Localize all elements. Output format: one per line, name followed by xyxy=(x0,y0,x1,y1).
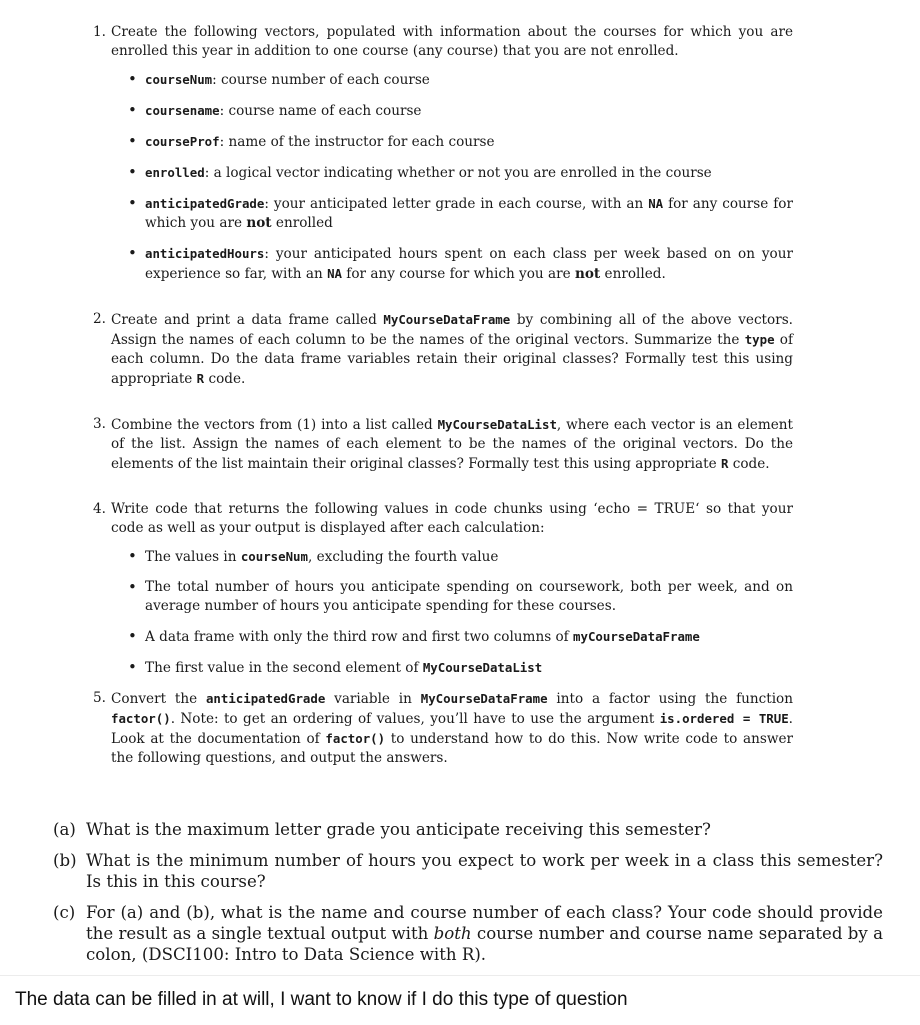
item-text: The first value in the second element of xyxy=(145,660,423,676)
text-run: code. xyxy=(728,456,770,472)
user-comment-bar xyxy=(0,975,920,1025)
text-run: . Note: to get an ordering of values, you’ll have to use the argument xyxy=(170,711,660,727)
list-item xyxy=(145,658,793,678)
code-term: R xyxy=(196,371,205,386)
vector-list xyxy=(111,70,793,284)
question-number: 4. xyxy=(93,501,106,517)
sub-question-text xyxy=(86,902,883,965)
item-text: : course number of each course xyxy=(212,72,430,88)
user-comment-text: The data can be filled in at will, I want to know if I do this type of question xyxy=(15,989,628,1010)
list-item xyxy=(145,132,793,152)
question-4 xyxy=(93,500,793,678)
text-run: to understand how to do this. Now write code to answer the following questions, and output the answers. xyxy=(111,731,793,766)
item-text: for any course for which you are xyxy=(341,266,575,282)
question-number: 3. xyxy=(93,416,106,432)
value-list xyxy=(111,547,793,678)
text-run: of each column. Do the data frame variables retain their original classes? Formally test this using appropriate xyxy=(111,332,793,387)
code-term: MyCourseDataFrame xyxy=(383,312,511,327)
question-text xyxy=(111,310,793,389)
text-run: by combining all of the above vectors. Assign the names of each column to be the names of the original vectors. Summarize the xyxy=(111,312,793,348)
code-term: factor() xyxy=(111,711,171,726)
code-term: NA xyxy=(648,196,664,211)
question-text xyxy=(111,689,793,768)
list-item xyxy=(145,101,793,121)
sub-question-c xyxy=(53,902,883,965)
list-item xyxy=(145,244,793,284)
text-run: Create and print a data frame called xyxy=(111,312,384,328)
code-term: myCourseDataFrame xyxy=(573,629,700,644)
list-item xyxy=(145,627,793,647)
question-number: 2. xyxy=(93,311,106,327)
question-5 xyxy=(93,689,793,768)
item-text: : name of the instructor for each course xyxy=(219,134,495,150)
code-term: courseProf xyxy=(145,134,220,149)
code-term: NA xyxy=(327,266,342,281)
code-term: anticipatedGrade xyxy=(145,196,265,211)
code-term: is.ordered = TRUE xyxy=(659,711,789,726)
code-term: enrolled xyxy=(145,165,205,180)
item-text: The total number of hours you anticipate spending on coursework, both per week, and on average number of hours you anticipate spending for these courses. xyxy=(145,579,793,614)
sub-question-a xyxy=(53,819,883,840)
list-item xyxy=(145,194,793,233)
text-run: course number and course name separated by a colon, (DSCI100: Intro to Data Science with R). xyxy=(86,924,883,964)
sub-question-text: What is the minimum number of hours you expect to work per week in a class this semester? Is this in this course? xyxy=(86,851,883,891)
emphasis: not xyxy=(574,266,601,282)
code-term: coursename xyxy=(145,103,220,118)
code-term: MyCourseDataList xyxy=(422,660,543,675)
text-run: , where each vector is an element of the list. Assign the names of each element to be the names of the original vectors. Do the elements of the list maintain their original classes? Formally test this using appropriate xyxy=(111,417,793,472)
item-text: The values in xyxy=(145,549,241,565)
sub-question-list xyxy=(53,819,883,965)
question-2 xyxy=(93,310,793,389)
sub-question-label: (c) xyxy=(53,903,76,922)
code-term: MyCourseDataList xyxy=(437,417,557,432)
code-term: anticipatedHours xyxy=(145,246,265,261)
list-item xyxy=(145,578,793,616)
text-run: variable in xyxy=(325,691,421,707)
list-item xyxy=(145,163,793,183)
sub-question-label: (b) xyxy=(53,851,77,870)
question-text: Write code that returns the following values in code chunks using ‘echo = TRUE‘ so that your code as well as your output is displayed after each calculation: xyxy=(111,501,793,536)
text-run: For (a) and (b), what is the name and course number of each class? Your code should provide the result as a single textual output with xyxy=(86,903,883,943)
question-number: 5. xyxy=(93,690,106,706)
text-run: Convert the xyxy=(111,691,206,707)
text-run: Combine the vectors from (1) into a list called xyxy=(111,417,438,433)
question-list xyxy=(93,23,793,768)
item-text: : a logical vector indicating whether or not you are enrolled in the course xyxy=(204,165,712,181)
question-1 xyxy=(93,23,793,284)
sub-question-label: (a) xyxy=(53,820,76,839)
item-text: for any course for which you are xyxy=(145,196,793,231)
text-run: . Look at the documentation of xyxy=(111,711,793,747)
item-text: enrolled. xyxy=(600,266,666,282)
item-text: enrolled xyxy=(271,215,333,231)
sub-question-b xyxy=(53,850,883,892)
question-number: 1. xyxy=(93,24,106,40)
text-run: code. xyxy=(204,371,246,387)
code-term: type xyxy=(744,332,775,347)
code-term: anticipatedGrade xyxy=(205,691,326,706)
item-text: A data frame with only the third row and first two columns of xyxy=(145,629,574,645)
code-term: factor() xyxy=(325,731,386,746)
item-text: : your anticipated letter grade in each course, with an xyxy=(264,196,649,212)
code-term: R xyxy=(720,456,729,471)
question-text xyxy=(111,415,793,474)
emphasis: not xyxy=(246,215,272,231)
code-term: courseNum xyxy=(240,549,308,564)
question-text: Create the following vectors, populated with information about the courses for which you are enrolled this year in addition to one course (any course) that you are not enrolled. xyxy=(111,24,793,59)
emphasis: both xyxy=(433,924,472,943)
question-3 xyxy=(93,415,793,474)
list-item xyxy=(145,70,793,90)
item-text: , excluding the fourth value xyxy=(307,549,499,565)
item-text: : course name of each course xyxy=(219,103,422,119)
text-run: into a factor using the function xyxy=(547,691,793,707)
sub-question-text: What is the maximum letter grade you anticipate receiving this semester? xyxy=(86,820,711,839)
code-term: MyCourseDataFrame xyxy=(420,691,548,706)
code-term: courseNum xyxy=(145,72,213,87)
list-item xyxy=(145,547,793,567)
item-text: : your anticipated hours spent on each class per week based on on your experience so far, with an xyxy=(145,246,793,282)
